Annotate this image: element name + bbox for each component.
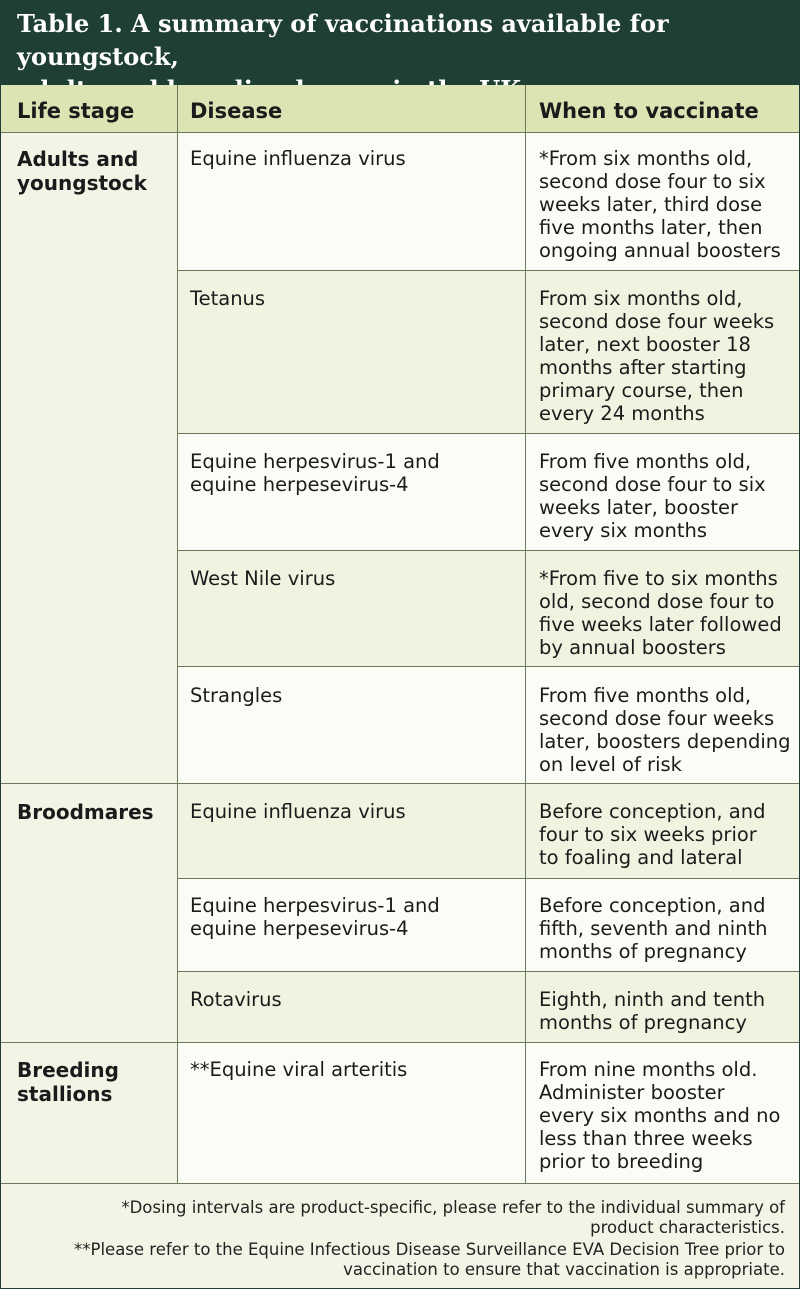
schedule-line: second dose four to six <box>539 170 766 193</box>
schedule-line: second dose four weeks <box>539 310 775 333</box>
title-line-1: Table 1. A summary of vaccinations available for youngstock, <box>17 9 669 71</box>
schedule-line: months of pregnancy <box>539 940 747 963</box>
disease-cell <box>190 894 440 940</box>
schedule-line: *From six months old, <box>539 147 753 170</box>
schedule-cell <box>539 287 774 425</box>
schedule-line: From six months old, <box>539 287 743 310</box>
schedule-cell <box>539 800 766 869</box>
row-divider <box>178 878 799 879</box>
schedule-line: second dose four weeks <box>539 707 775 730</box>
schedule-line: every six months and no <box>539 1104 781 1127</box>
row-divider <box>178 971 799 972</box>
schedule-cell <box>539 988 765 1034</box>
schedule-line: every six months <box>539 519 708 542</box>
header-divider <box>177 85 178 132</box>
schedule-line: *From five to six months <box>539 567 778 590</box>
disease-cell <box>190 800 406 823</box>
disease-line: Equine influenza virus <box>190 147 406 170</box>
schedule-line: primary course, then <box>539 379 744 402</box>
disease-cell <box>190 684 282 707</box>
disease-line: Rotavirus <box>190 988 282 1011</box>
life-stage-adults-youngstock <box>17 147 147 195</box>
disease-cell <box>190 147 406 170</box>
schedule-line: weeks later, booster <box>539 496 739 519</box>
table-title-bar <box>1 1 799 85</box>
schedule-line: From nine months old. <box>539 1058 758 1081</box>
disease-line: Tetanus <box>190 287 266 310</box>
life-stage-broodmares <box>17 800 154 824</box>
disease-cell <box>190 988 282 1011</box>
row-divider <box>178 666 799 667</box>
schedule-cell <box>539 1058 780 1173</box>
schedule-line: five months later, then <box>539 216 763 239</box>
schedule-line: months after starting <box>539 356 747 379</box>
schedule-line: fifth, seventh and ninth <box>539 917 768 940</box>
schedule-line: by annual boosters <box>539 636 726 659</box>
schedule-line: four to six weeks prior <box>539 823 757 846</box>
schedule-cell <box>539 684 790 776</box>
disease-line: Equine herpesvirus-1 and <box>190 894 440 917</box>
life-stage-line: youngstock <box>17 171 147 195</box>
header-divider <box>525 85 526 132</box>
row-divider <box>178 270 799 271</box>
schedule-line: later, boosters depending <box>539 730 791 753</box>
table-footnotes <box>1 1184 799 1288</box>
disease-line: Equine herpesvirus-1 and <box>190 450 440 473</box>
schedule-line: From five months old, <box>539 450 752 473</box>
schedule-line: old, second dose four to <box>539 590 775 613</box>
row-divider <box>178 550 799 551</box>
schedule-line: months of pregnancy <box>539 1011 747 1034</box>
footnote-line: **Please refer to the Equine Infectious Disease Surveillance EVA Decision Tree prior to <box>74 1240 785 1259</box>
schedule-line: Administer booster <box>539 1081 725 1104</box>
schedule-cell <box>539 147 781 262</box>
disease-line: equine herpesevirus-4 <box>190 473 409 496</box>
disease-cell <box>190 287 265 310</box>
schedule-line: From five months old, <box>539 684 752 707</box>
footnote-line: product characteristics. <box>590 1218 785 1237</box>
schedule-cell <box>539 450 766 542</box>
disease-line: Strangles <box>190 684 283 707</box>
schedule-line: Eighth, ninth and tenth <box>539 988 766 1011</box>
life-stage-line: Breeding <box>17 1058 119 1082</box>
disease-cell <box>190 567 335 590</box>
schedule-line: every 24 months <box>539 402 705 425</box>
disease-cell <box>190 450 440 496</box>
disease-line: Equine influenza virus <box>190 800 406 823</box>
column-divider <box>177 132 178 1184</box>
header-when-to-vaccinate: When to vaccinate <box>539 99 759 123</box>
life-stage-cell <box>1 133 177 783</box>
schedule-line: Before conception, and <box>539 800 766 823</box>
disease-cell <box>190 1058 407 1081</box>
row-divider <box>178 433 799 434</box>
disease-line: West Nile virus <box>190 567 336 590</box>
disease-line: equine herpesevirus-4 <box>190 917 409 940</box>
header-life-stage: Life stage <box>17 99 135 123</box>
life-stage-line: stallions <box>17 1082 113 1106</box>
schedule-line: prior to breeding <box>539 1150 704 1173</box>
schedule-cell <box>539 894 768 963</box>
disease-line: **Equine viral arteritis <box>190 1058 408 1081</box>
schedule-line: Before conception, and <box>539 894 766 917</box>
group-divider <box>1 1042 799 1043</box>
group-divider <box>1 783 799 784</box>
life-stage-line: Broodmares <box>17 800 154 824</box>
schedule-line: five weeks later followed <box>539 613 782 636</box>
footnote-line: vaccination to ensure that vaccination is appropriate. <box>343 1260 785 1279</box>
header-disease: Disease <box>190 99 283 123</box>
schedule-cell <box>539 567 782 659</box>
schedule-line: on level of risk <box>539 753 682 776</box>
footnote-dosing <box>65 1198 785 1238</box>
schedule-line: later, next booster 18 <box>539 333 751 356</box>
schedule-line: to foaling and lateral <box>539 846 743 869</box>
life-stage-breeding-stallions <box>17 1058 119 1106</box>
life-stage-line: Adults and <box>17 147 139 171</box>
table-header-row <box>1 85 799 133</box>
schedule-line: weeks later, third dose <box>539 193 763 216</box>
schedule-line: second dose four to six <box>539 473 766 496</box>
footnote-eva <box>65 1240 785 1280</box>
schedule-line: ongoing annual boosters <box>539 239 781 262</box>
schedule-line: less than three weeks <box>539 1127 753 1150</box>
footnote-line: *Dosing intervals are product-specific, please refer to the individual summary of <box>121 1198 785 1217</box>
column-divider <box>525 132 526 1184</box>
